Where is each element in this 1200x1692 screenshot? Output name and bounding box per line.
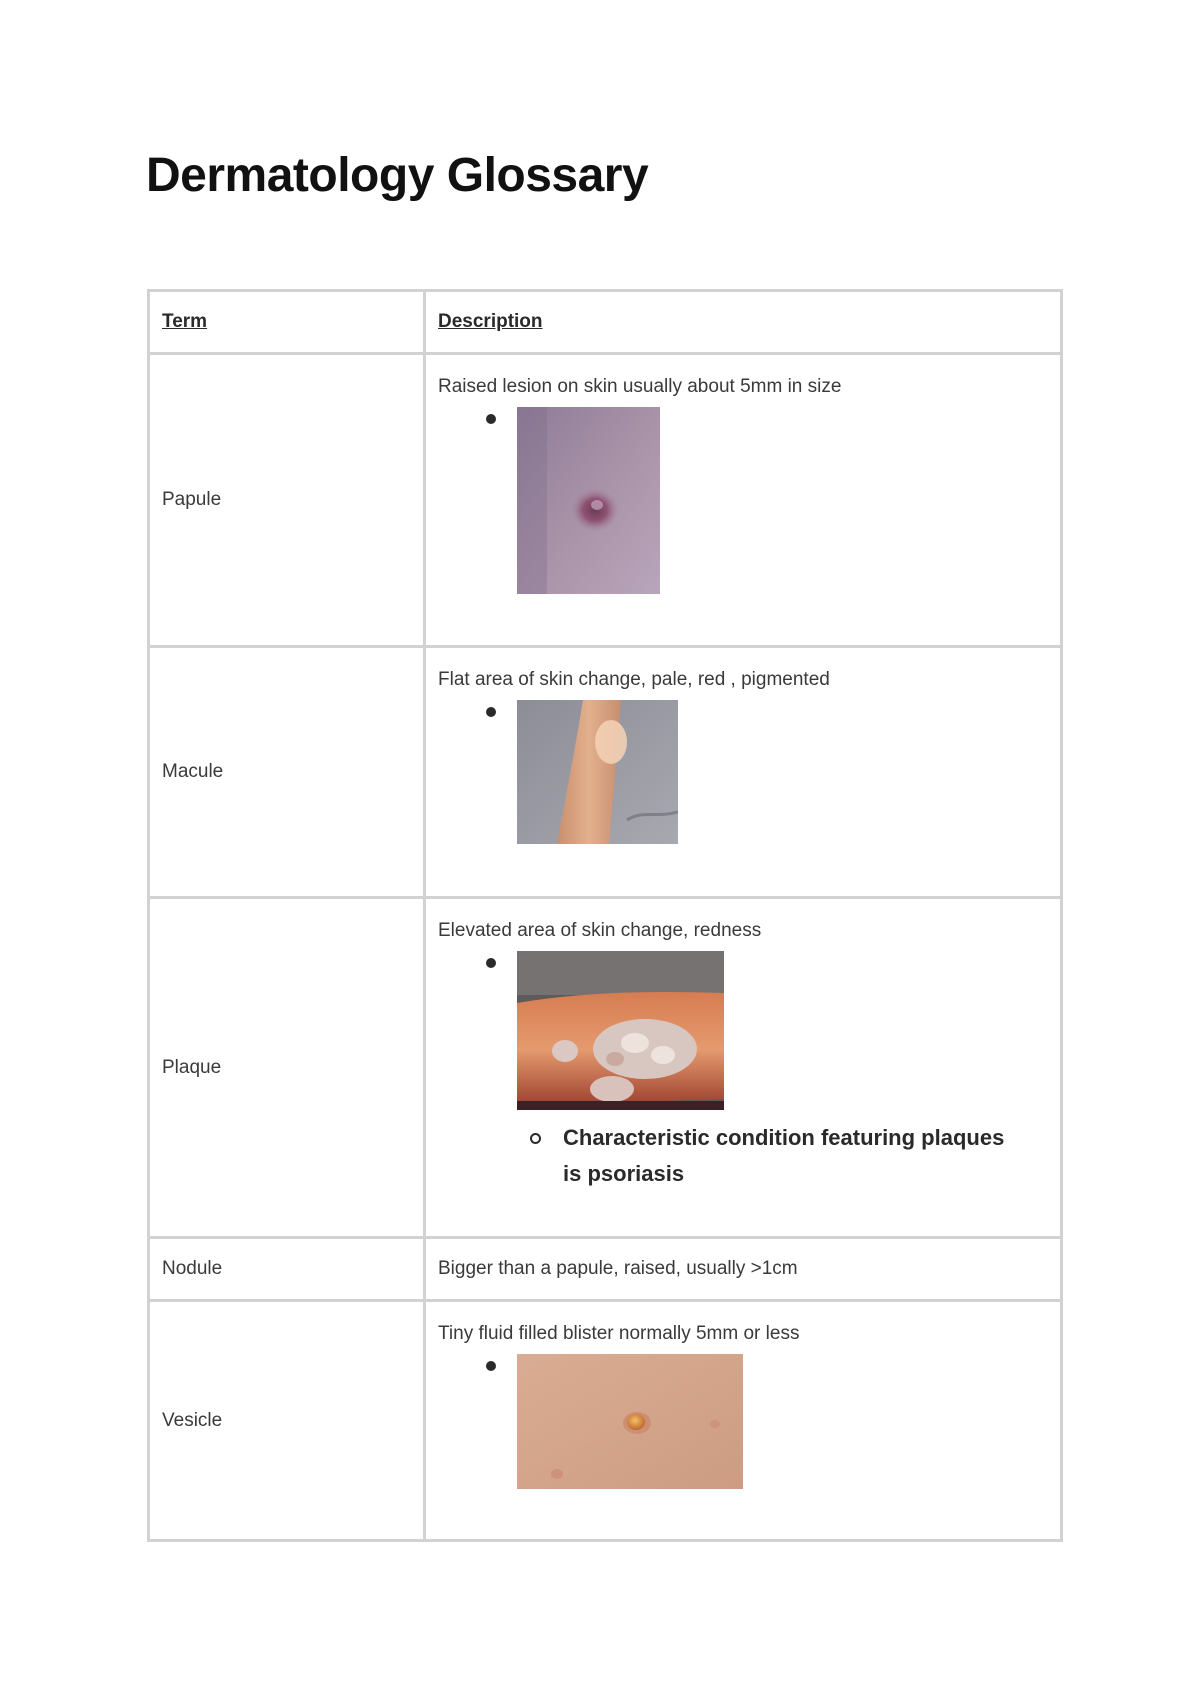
- table-row: [149, 647, 1062, 898]
- bullet-dot-icon: [486, 1361, 496, 1371]
- vesicle-photo: [517, 1354, 743, 1489]
- table-row: [149, 1301, 1062, 1541]
- description-cell: [425, 647, 1062, 898]
- term-cell: [149, 898, 425, 1238]
- page-title: Dermatology Glossary: [146, 149, 649, 202]
- macule-photo: [517, 700, 678, 844]
- description-text: Tiny fluid filled blister normally 5mm or less: [438, 1323, 800, 1344]
- description-cell: [425, 354, 1062, 647]
- plaque-photo: [517, 951, 724, 1110]
- table-header-row: [149, 291, 1062, 354]
- description-column-header: [425, 291, 1062, 354]
- plaque-note: [438, 1120, 1048, 1192]
- term-cell: [149, 1238, 425, 1301]
- description-header-label: Description: [438, 311, 543, 332]
- term-cell: [149, 647, 425, 898]
- table-row: [149, 1238, 1062, 1301]
- term-cell: [149, 1301, 425, 1541]
- table-row: [149, 898, 1062, 1238]
- description-text: Flat area of skin change, pale, red , pigmented: [438, 669, 830, 690]
- term-header-label: Term: [162, 311, 208, 332]
- papule-photo: [517, 407, 660, 594]
- hollow-bullet-icon: [530, 1133, 541, 1144]
- image-bullet: [438, 1354, 1048, 1489]
- description-text: Raised lesion on skin usually about 5mm in size: [438, 376, 842, 397]
- image-bullet: [438, 407, 1048, 594]
- image-bullet: [438, 951, 1048, 1110]
- plaque-note-text: Characteristic condition featuring plaques is psoriasis: [563, 1125, 1005, 1186]
- term-label: Plaque: [162, 1056, 222, 1078]
- description-cell: [425, 1238, 1062, 1301]
- term-label: Vesicle: [162, 1409, 223, 1431]
- description-text: Elevated area of skin change, redness: [438, 920, 762, 941]
- bullet-dot-icon: [486, 707, 496, 717]
- image-bullet: [438, 700, 1048, 844]
- description-cell: [425, 1301, 1062, 1541]
- term-label: Nodule: [162, 1258, 223, 1279]
- term-cell: [149, 354, 425, 647]
- term-column-header: [149, 291, 425, 354]
- term-label: Macule: [162, 761, 224, 782]
- description-text: Bigger than a papule, raised, usually >1cm: [438, 1258, 798, 1279]
- bullet-dot-icon: [486, 414, 496, 424]
- term-label: Papule: [162, 489, 222, 510]
- glossary-table: [147, 289, 1063, 1542]
- table-row: [149, 354, 1062, 647]
- description-cell: [425, 898, 1062, 1238]
- bullet-dot-icon: [486, 958, 496, 968]
